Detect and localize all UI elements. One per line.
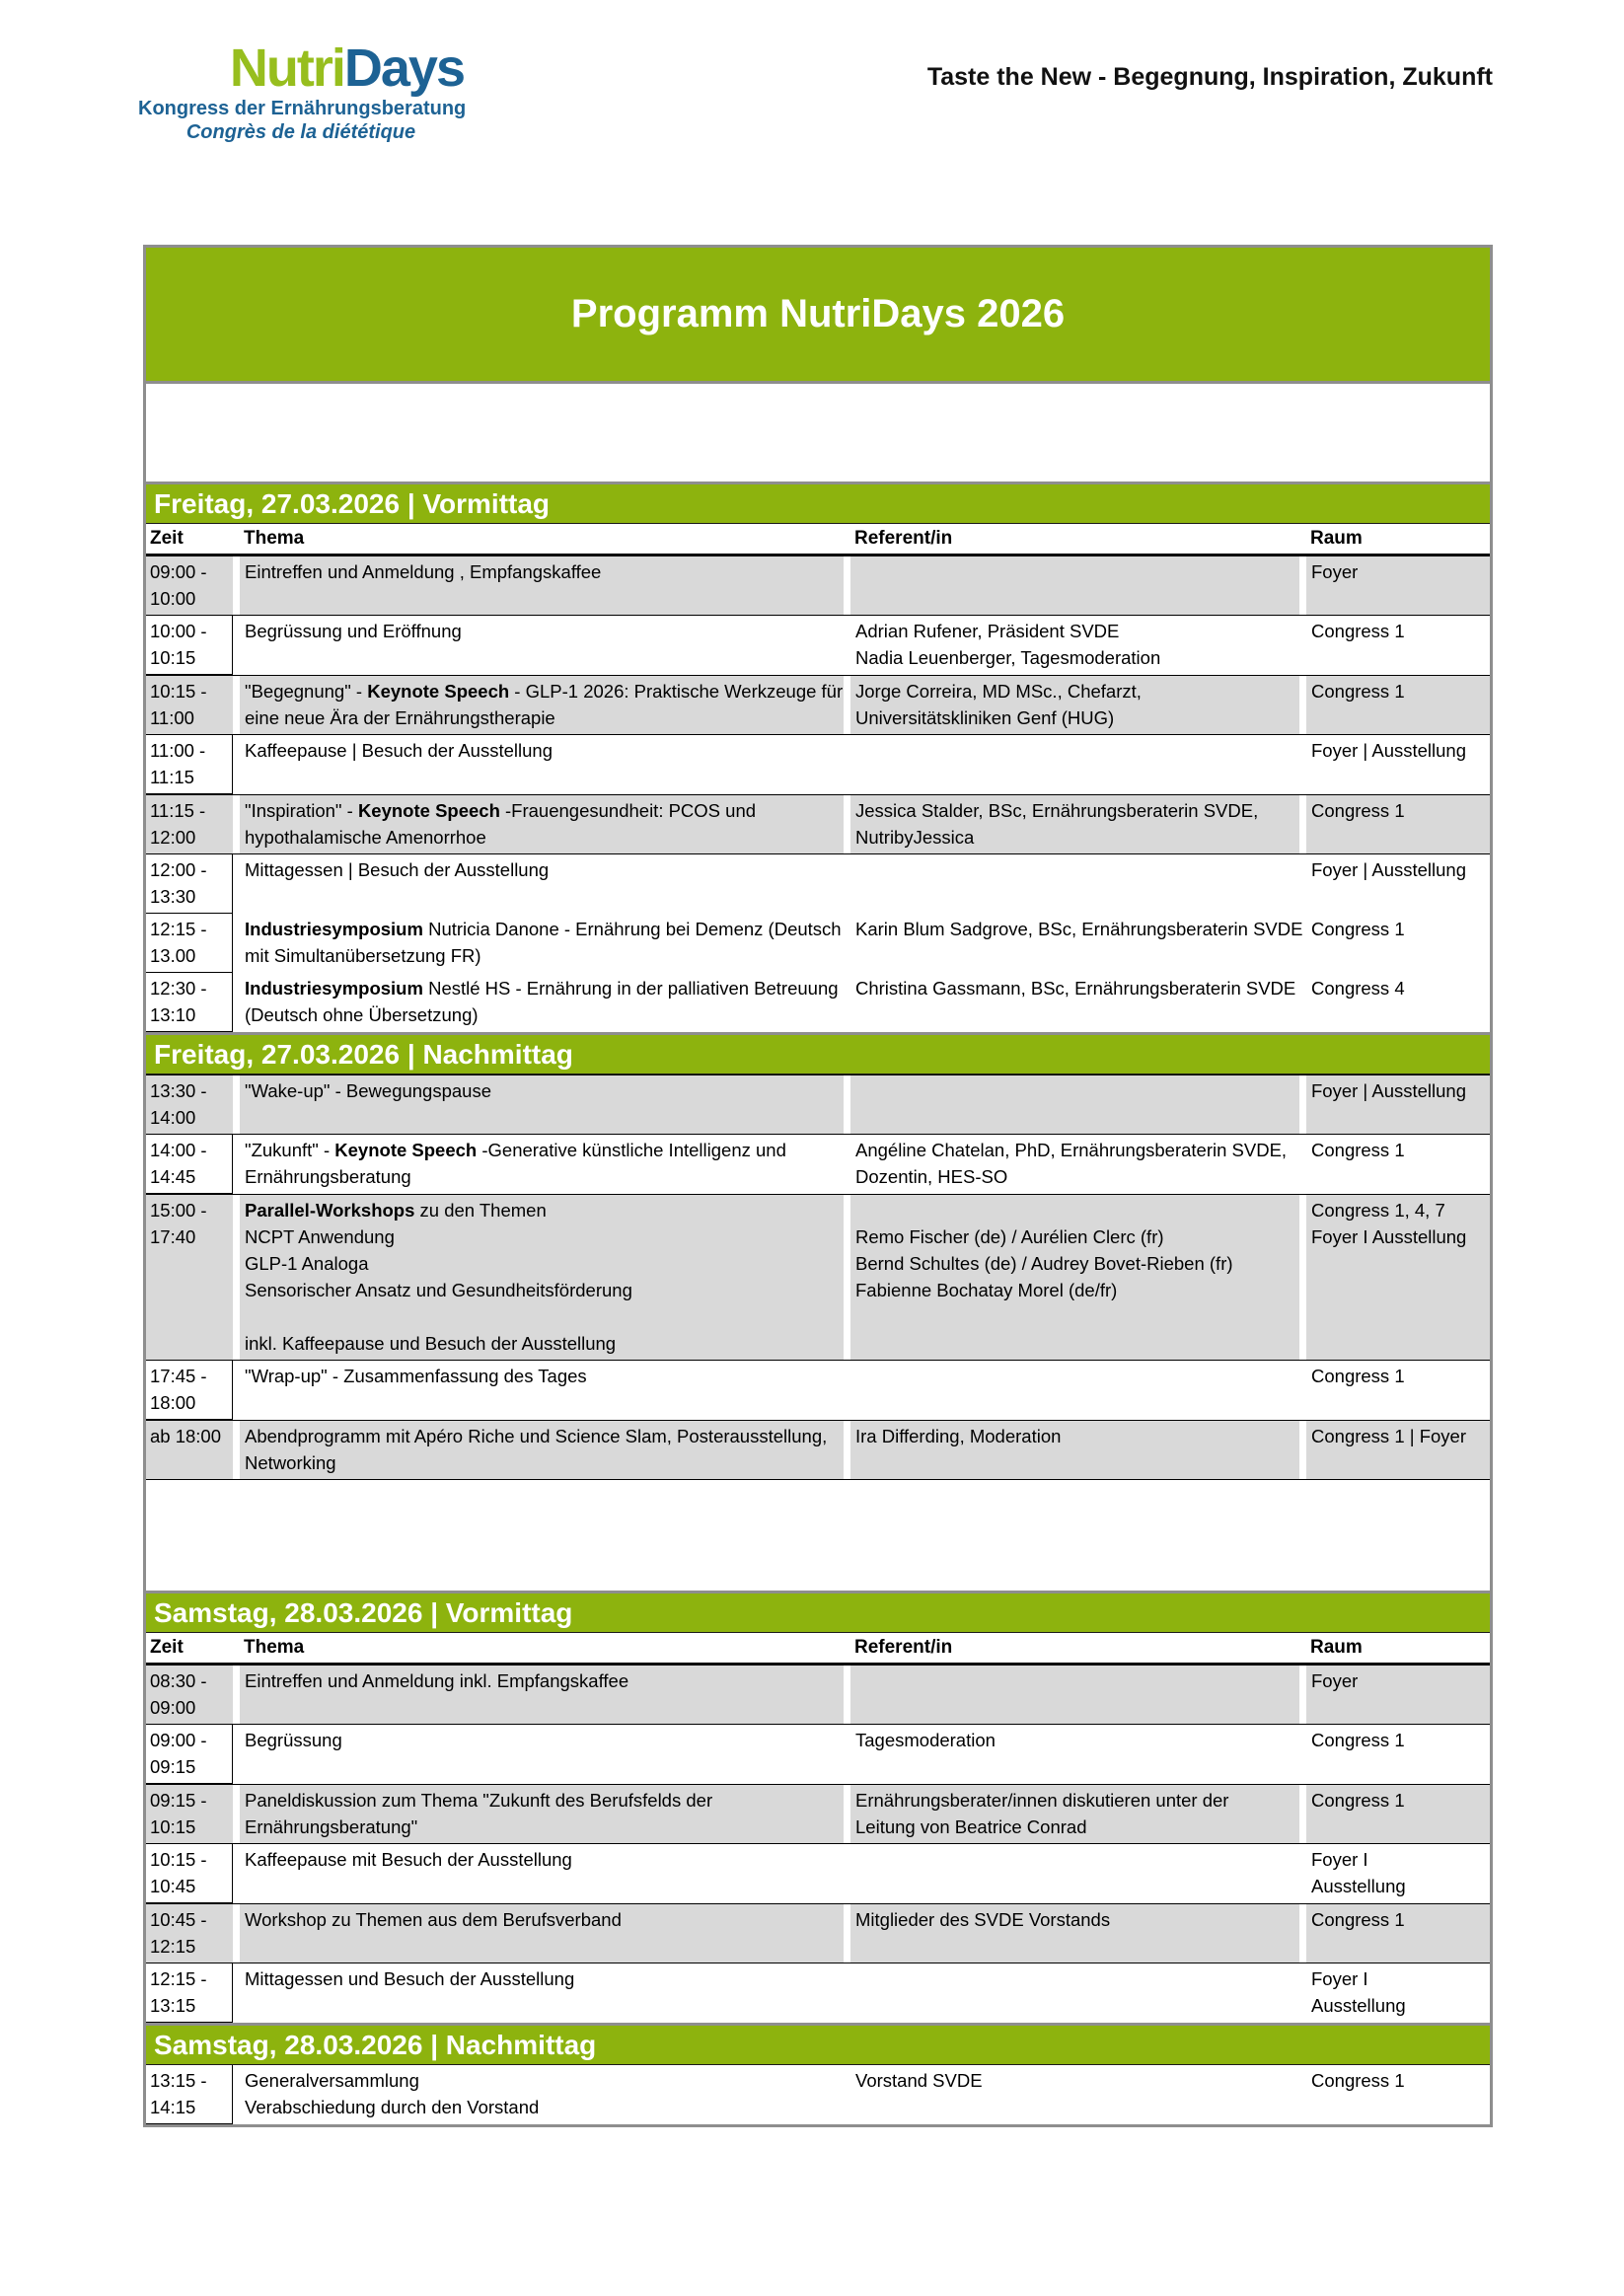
- cell-line: Sensorischer Ansatz und Gesundheitsförderung: [245, 1280, 632, 1300]
- cell-referent: [850, 2065, 1299, 2124]
- cell-line: Foyer: [1311, 561, 1359, 582]
- cell-raum: [1306, 676, 1490, 734]
- page-header: [0, 36, 1624, 213]
- table-row: [146, 1074, 1490, 1135]
- logo-wordmark-nutri: Nutri: [229, 38, 344, 98]
- cell-line: Congress 1: [1311, 2070, 1405, 2091]
- cell-zeit: [146, 1904, 233, 1963]
- cell-referent: [850, 973, 1299, 1032]
- cell-line: 09:00 -: [150, 561, 207, 582]
- cell-line: Generalversammlung: [245, 2070, 419, 2091]
- cell-raum: [1306, 1904, 1490, 1963]
- cell-line: Dozentin, HES-SO: [855, 1166, 1008, 1187]
- cell-line: "Begegnung" - Keynote Speech - GLP-1 2026: Praktische Werkzeuge für: [245, 681, 844, 702]
- cell-line: Foyer | Ausstellung: [1311, 1080, 1466, 1101]
- table-row: [146, 1361, 1490, 1420]
- cell-line: Abendprogramm mit Apéro Riche und Science Slam, Posterausstellung,: [245, 1426, 828, 1446]
- cell-line: 10:00: [150, 588, 196, 609]
- cell-raum: [1306, 854, 1490, 914]
- table-row: [146, 914, 1490, 973]
- cell-raum: [1306, 1195, 1490, 1360]
- logo-wordmark-days: Days: [343, 38, 464, 98]
- cell-referent: [850, 1666, 1299, 1724]
- cell-zeit: [146, 914, 233, 973]
- document-title: Programm NutriDays 2026: [570, 292, 1066, 335]
- cell-thema: [240, 676, 844, 734]
- cell-line: Karin Blum Sadgrove, BSc, Ernährungsberaterin SVDE: [855, 919, 1303, 939]
- cell-zeit: [146, 735, 233, 794]
- cell-line: Tagesmoderation: [855, 1730, 996, 1750]
- cell-referent: [850, 1075, 1299, 1134]
- cell-line: Begrüssung und Eröffnung: [245, 621, 462, 641]
- cell-line: Foyer | Ausstellung: [1311, 859, 1466, 880]
- column-header: Zeit: [150, 1637, 184, 1658]
- cell-line: 10:45: [150, 1876, 196, 1896]
- cell-line: 11:00 -: [150, 740, 206, 761]
- cell-line: Begrüssung: [245, 1730, 342, 1750]
- cell-referent: [850, 1785, 1299, 1843]
- cell-line: 12:00: [150, 827, 196, 848]
- document-title-bar: [146, 248, 1490, 384]
- cell-referent: [850, 1725, 1299, 1784]
- cell-thema: [240, 854, 844, 914]
- cell-raum: [1306, 1361, 1490, 1420]
- cell-line: Adrian Rufener, Präsident SVDE: [855, 621, 1120, 641]
- cell-raum: [1306, 973, 1490, 1032]
- section-header-bar: [146, 2023, 1490, 2065]
- cell-referent: [850, 914, 1303, 973]
- cell-line: Foyer I: [1311, 1968, 1368, 1989]
- cell-referent: [850, 795, 1299, 853]
- cell-line: 12:15 -: [150, 919, 207, 939]
- cell-referent: [850, 1904, 1299, 1963]
- table-row: [146, 1903, 1490, 1963]
- cell-line: Ernährungsberater/innen diskutieren unter der: [855, 1790, 1229, 1811]
- cell-thema: [240, 1666, 844, 1724]
- logo-subtitle-fr: Congrès de la diététique: [185, 121, 416, 143]
- cell-raum: [1306, 1075, 1490, 1134]
- cell-line: Ernährungsberatung: [245, 1166, 411, 1187]
- cell-referent: [850, 735, 1299, 794]
- cell-line: Leitung von Beatrice Conrad: [855, 1816, 1087, 1837]
- cell-line: 12:00 -: [150, 859, 207, 880]
- cell-line: Foyer I: [1311, 1849, 1368, 1870]
- table-row: [146, 735, 1490, 794]
- cell-line: 09:15: [150, 1756, 196, 1777]
- cell-line: Paneldiskussion zum Thema "Zukunft des Berufsfelds der: [245, 1790, 713, 1811]
- cell-line: Kaffeepause mit Besuch der Ausstellung: [245, 1849, 572, 1870]
- cell-line: [855, 1197, 1299, 1223]
- cell-line: Foyer I Ausstellung: [1311, 1226, 1467, 1247]
- cell-raum: [1306, 1785, 1490, 1843]
- cell-zeit: [146, 2065, 233, 2124]
- cell-thema: [240, 1844, 844, 1903]
- table-row: [146, 1665, 1490, 1725]
- table-row: [146, 1963, 1490, 2023]
- column-header-row: [146, 524, 1490, 555]
- column-header: Raum: [1310, 528, 1363, 549]
- cell-zeit: [146, 1195, 233, 1360]
- cell-thema: [240, 2065, 844, 2124]
- table-row: [146, 973, 1490, 1032]
- cell-line: GLP-1 Analoga: [245, 1253, 369, 1274]
- column-header: Zeit: [150, 528, 184, 549]
- cell-line: Jorge Correira, MD MSc., Chefarzt,: [855, 681, 1142, 702]
- congress-tagline: Taste the New - Begegnung, Inspiration, Zukunft: [926, 63, 1493, 91]
- cell-line: Industriesymposium Nestlé HS - Ernährung in der palliativen Betreuung: [245, 978, 839, 999]
- cell-raum: [1306, 1135, 1490, 1194]
- cell-line: Vorstand SVDE: [855, 2070, 983, 2091]
- cell-zeit: [146, 1725, 233, 1784]
- cell-line: Christina Gassmann, BSc, Ernährungsberaterin SVDE: [855, 978, 1296, 999]
- cell-line: Networking: [245, 1452, 336, 1473]
- cell-raum: [1306, 1725, 1490, 1784]
- cell-zeit: [146, 556, 233, 615]
- cell-referent: [850, 616, 1299, 675]
- cell-line: Jessica Stalder, BSc, Ernährungsberaterin SVDE,: [855, 800, 1259, 821]
- section-header-bar: [146, 1591, 1490, 1633]
- cell-line: Congress 1: [1311, 1909, 1405, 1930]
- cell-thema: [240, 735, 844, 794]
- column-header-row: [146, 1633, 1490, 1665]
- cell-line: Ausstellung: [1311, 1995, 1406, 2016]
- column-header: Referent/in: [854, 1637, 953, 1658]
- cell-line: "Wake-up" - Bewegungspause: [245, 1080, 492, 1101]
- cell-line: 13:15 -: [150, 2070, 207, 2091]
- cell-referent: [850, 1195, 1299, 1360]
- table-row: [146, 854, 1490, 914]
- column-header: Raum: [1310, 1637, 1363, 1658]
- cell-zeit: [146, 1844, 233, 1903]
- cell-line: Congress 1: [1311, 919, 1405, 939]
- cell-line: 11:15 -: [150, 800, 206, 821]
- cell-line: Verabschiedung durch den Vorstand: [245, 2097, 540, 2117]
- cell-line: 10:00 -: [150, 621, 207, 641]
- cell-line: NCPT Anwendung: [245, 1226, 395, 1247]
- cell-line: 12:30 -: [150, 978, 207, 999]
- cell-referent: [850, 1361, 1299, 1420]
- cell-raum: [1306, 795, 1490, 853]
- cell-line: 13:15: [150, 1995, 196, 2016]
- cell-thema: [240, 556, 844, 615]
- cell-zeit: [146, 676, 233, 734]
- cell-line: 10:15: [150, 647, 196, 668]
- cell-line: 17:40: [150, 1226, 196, 1247]
- cell-thema: [240, 1075, 844, 1134]
- cell-zeit: [146, 1135, 233, 1194]
- cell-line: Mitglieder des SVDE Vorstands: [855, 1909, 1111, 1930]
- cell-line: Kaffeepause | Besuch der Ausstellung: [245, 740, 553, 761]
- table-row: [146, 794, 1490, 854]
- cell-line: Eintreffen und Anmeldung , Empfangskaffee: [245, 561, 602, 582]
- nutridays-logo: [138, 38, 467, 144]
- cell-line: 13:10: [150, 1004, 196, 1025]
- cell-zeit: [146, 854, 233, 914]
- cell-line: 09:00 -: [150, 1730, 207, 1750]
- cell-zeit: [146, 1963, 233, 2023]
- table-row: [146, 1725, 1490, 1784]
- table-row: [146, 616, 1490, 675]
- cell-line: 10:15 -: [150, 1849, 207, 1870]
- cell-thema: [240, 914, 844, 973]
- cell-line: "Zukunft" - Keynote Speech -Generative künstliche Intelligenz und: [245, 1140, 786, 1160]
- section-header-label: Samstag, 28.03.2026 | Vormittag: [154, 1596, 573, 1628]
- cell-line: 13:30 -: [150, 1080, 207, 1101]
- cell-line: 11:00: [150, 707, 194, 728]
- cell-line: 14:00 -: [150, 1140, 207, 1160]
- cell-line: 14:45: [150, 1166, 196, 1187]
- cell-referent: [850, 854, 1299, 914]
- column-header: Referent/in: [854, 528, 953, 549]
- cell-line: "Wrap-up" - Zusammenfassung des Tages: [245, 1366, 587, 1386]
- cell-raum: [1306, 1963, 1490, 2023]
- section-header-label: Freitag, 27.03.2026 | Nachmittag: [154, 1038, 573, 1070]
- cell-thema: [240, 1963, 844, 2023]
- cell-zeit: [146, 1075, 233, 1134]
- cell-raum: [1306, 616, 1490, 675]
- table-row: [146, 1844, 1490, 1903]
- cell-line: Congress 1 | Foyer: [1311, 1426, 1466, 1446]
- table-row: [146, 2065, 1490, 2124]
- table-row: [146, 1135, 1490, 1194]
- cell-line: Fabienne Bochatay Morel (de/fr): [855, 1280, 1118, 1300]
- cell-referent: [850, 1963, 1299, 2023]
- cell-raum: [1306, 1666, 1490, 1724]
- cell-line: Congress 1: [1311, 800, 1405, 821]
- cell-line: inkl. Kaffeepause und Besuch der Ausstellung: [245, 1333, 617, 1354]
- cell-referent: [850, 1421, 1299, 1479]
- cell-line: 18:00: [150, 1392, 196, 1413]
- column-header: Thema: [244, 528, 305, 549]
- cell-thema: [240, 1361, 844, 1420]
- cell-line: Congress 1, 4, 7: [1311, 1200, 1445, 1221]
- cell-zeit: [146, 1361, 233, 1420]
- section-header-label: Freitag, 27.03.2026 | Vormittag: [154, 487, 551, 519]
- logo-subtitle-de: Kongress der Ernährungsberatung: [138, 98, 467, 119]
- cell-raum: [1306, 914, 1490, 973]
- cell-line: Foyer | Ausstellung: [1311, 740, 1466, 761]
- cell-line: Eintreffen und Anmeldung inkl. Empfangskaffee: [245, 1670, 629, 1691]
- cell-line: Angéline Chatelan, PhD, Ernährungsberaterin SVDE,: [855, 1140, 1288, 1160]
- cell-zeit: [146, 1666, 233, 1724]
- cell-thema: [240, 1421, 844, 1479]
- cell-line: Bernd Schultes (de) / Audrey Bovet-Rieben (fr): [855, 1253, 1233, 1274]
- cell-line: 10:45 -: [150, 1909, 207, 1930]
- cell-line: 09:15 -: [150, 1790, 207, 1811]
- cell-line: Congress 1: [1311, 1140, 1405, 1160]
- cell-line: (Deutsch ohne Übersetzung): [245, 1004, 479, 1025]
- cell-line: 15:00 -: [150, 1200, 207, 1221]
- cell-thema: [240, 1785, 844, 1843]
- cell-zeit: [146, 616, 233, 675]
- column-header: Thema: [244, 1637, 305, 1658]
- cell-line: Congress 4: [1311, 978, 1405, 999]
- cell-line: NutribyJessica: [855, 827, 975, 848]
- cell-referent: [850, 556, 1299, 615]
- cell-line: "Inspiration" - Keynote Speech -Frauengesundheit: PCOS und: [245, 800, 757, 821]
- cell-referent: [850, 1135, 1299, 1194]
- cell-line: 10:15 -: [150, 681, 207, 702]
- cell-referent: [850, 676, 1299, 734]
- cell-zeit: [146, 1421, 233, 1479]
- cell-line: Foyer: [1311, 1670, 1359, 1691]
- cell-line: 14:00: [150, 1107, 196, 1128]
- table-row: [146, 1784, 1490, 1844]
- cell-line: Mittagessen und Besuch der Ausstellung: [245, 1968, 575, 1989]
- cell-line: Congress 1: [1311, 1730, 1405, 1750]
- cell-line: eine neue Ära der Ernährungstherapie: [245, 707, 555, 728]
- program-sheet: [143, 245, 1493, 2127]
- cell-zeit: [146, 795, 233, 853]
- cell-zeit: [146, 973, 233, 1032]
- cell-raum: [1306, 2065, 1490, 2124]
- cell-line: Industriesymposium Nutricia Danone - Ernährung bei Demenz (Deutsch: [245, 919, 842, 939]
- cell-line: 13:30: [150, 886, 196, 907]
- section-header-label: Samstag, 28.03.2026 | Nachmittag: [154, 2029, 597, 2060]
- cell-line: hypothalamische Amenorrhoe: [245, 827, 486, 848]
- spacer-block: [146, 1480, 1490, 1591]
- cell-line: Congress 1: [1311, 621, 1405, 641]
- cell-line: 10:15: [150, 1816, 196, 1837]
- cell-line: Remo Fischer (de) / Aurélien Clerc (fr): [855, 1226, 1164, 1247]
- cell-line: mit Simultanübersetzung FR): [245, 945, 481, 966]
- cell-line: 12:15 -: [150, 1968, 207, 1989]
- cell-line: Nadia Leuenberger, Tagesmoderation: [855, 647, 1161, 668]
- cell-line: 14:15: [150, 2097, 196, 2117]
- cell-line: Parallel-Workshops zu den Themen: [245, 1200, 547, 1221]
- cell-thema: [240, 795, 844, 853]
- cell-raum: [1306, 735, 1490, 794]
- cell-line: ab 18:00: [150, 1426, 222, 1446]
- cell-line: 11:15: [150, 767, 194, 787]
- cell-line: Mittagessen | Besuch der Ausstellung: [245, 859, 550, 880]
- cell-zeit: [146, 1785, 233, 1843]
- cell-thema: [240, 1195, 844, 1360]
- cell-thema: [240, 1904, 844, 1963]
- cell-thema: [240, 1725, 844, 1784]
- cell-line: Congress 1: [1311, 1366, 1405, 1386]
- spacer-block: [146, 384, 1490, 481]
- section-header-bar: [146, 481, 1490, 524]
- cell-line: Ausstellung: [1311, 1876, 1406, 1896]
- cell-line: Ira Differding, Moderation: [855, 1426, 1062, 1446]
- cell-line: 09:00: [150, 1697, 196, 1718]
- section-header-bar: [146, 1032, 1490, 1074]
- cell-line: Congress 1: [1311, 681, 1405, 702]
- cell-line: 12:15: [150, 1936, 196, 1957]
- cell-line: Universitätskliniken Genf (HUG): [855, 707, 1115, 728]
- cell-raum: [1306, 1421, 1490, 1479]
- cell-referent: [850, 1844, 1299, 1903]
- cell-raum: [1306, 1844, 1490, 1903]
- cell-line: [245, 1303, 844, 1330]
- cell-line: 17:45 -: [150, 1366, 207, 1386]
- logo-wordmark: [138, 39, 464, 97]
- cell-line: Congress 1: [1311, 1790, 1405, 1811]
- cell-line: Ernährungsberatung": [245, 1816, 418, 1837]
- program-table: [146, 384, 1490, 2124]
- cell-thema: [240, 973, 844, 1032]
- table-row: [146, 1420, 1490, 1480]
- cell-thema: [240, 616, 844, 675]
- cell-line: Workshop zu Themen aus dem Berufsverband: [245, 1909, 622, 1930]
- cell-line: 08:30 -: [150, 1670, 207, 1691]
- cell-line: 13.00: [150, 945, 196, 966]
- cell-thema: [240, 1135, 844, 1194]
- table-row: [146, 1194, 1490, 1361]
- cell-raum: [1306, 556, 1490, 615]
- table-row: [146, 675, 1490, 735]
- table-row: [146, 555, 1490, 616]
